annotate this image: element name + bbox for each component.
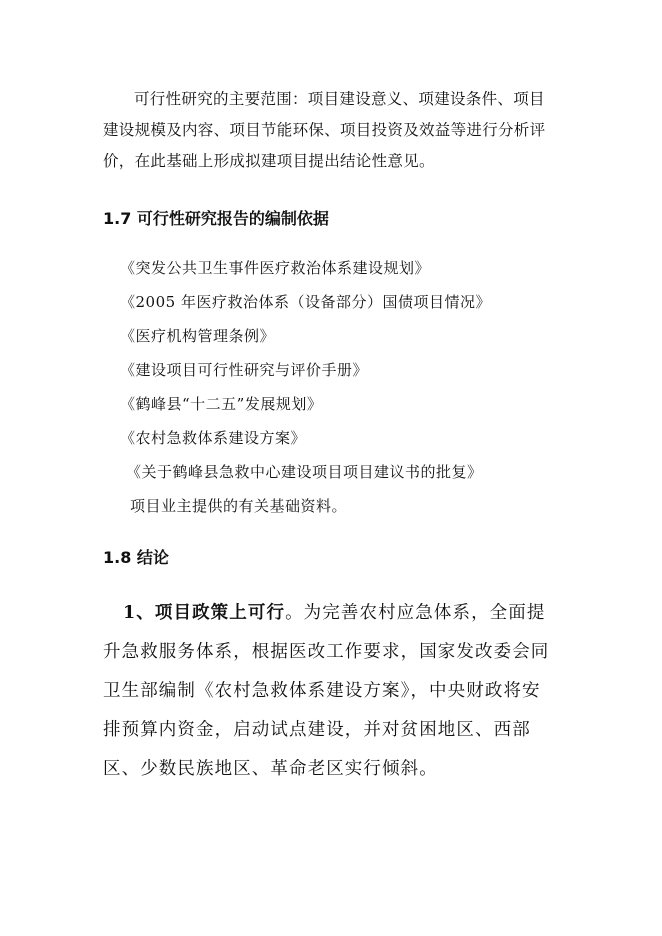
reference-item: 《农村急救体系建设方案》 [120,429,307,447]
conclusion-lead: 1、项目政策上可行 [123,603,286,623]
reference-item: 《突发公共卫生事件医疗救治体系建设规划》 [120,259,431,277]
section-heading-1-8: 1.8 结论 [103,548,169,567]
reference-item: 《建设项目可行性研究与评价手册》 [120,361,369,379]
reference-item: 《2005 年医疗救治体系（设备部分）国债项目情况》 [120,293,491,311]
intro-paragraph: 可行性研究的主要范围：项目建设意义、项建设条件、项目建设规模及内容、项目节能环保、项目投资及效益等进行分析评价，在此基础上形成拟建项目提出结论性意见。 [103,90,546,170]
reference-list [120,256,491,528]
reference-item: 《医疗机构管理条例》 [120,327,276,345]
reference-item: 《关于鹤峰县急救中心建设项目项目建议书的批复》 [126,463,483,481]
section-heading-1-7: 1.7 可行性研究报告的编制依据 [103,209,329,228]
conclusion-paragraph [103,594,558,789]
conclusion-body: 。为完善农村应急体系，全面提升急救服务体系，根据医改工作要求，国家发改委会同卫生部编制《农村急救体系建设方案》，中央财政将安排预算内资金，启动试点建设，并对贫困地区、西部区、少数民族地区、革命老区实行倾斜。 [103,603,550,779]
reference-item: 项目业主提供的有关基础资料。 [130,497,348,515]
reference-item: 《鹤峰县“十二五”发展规划》 [120,395,323,413]
